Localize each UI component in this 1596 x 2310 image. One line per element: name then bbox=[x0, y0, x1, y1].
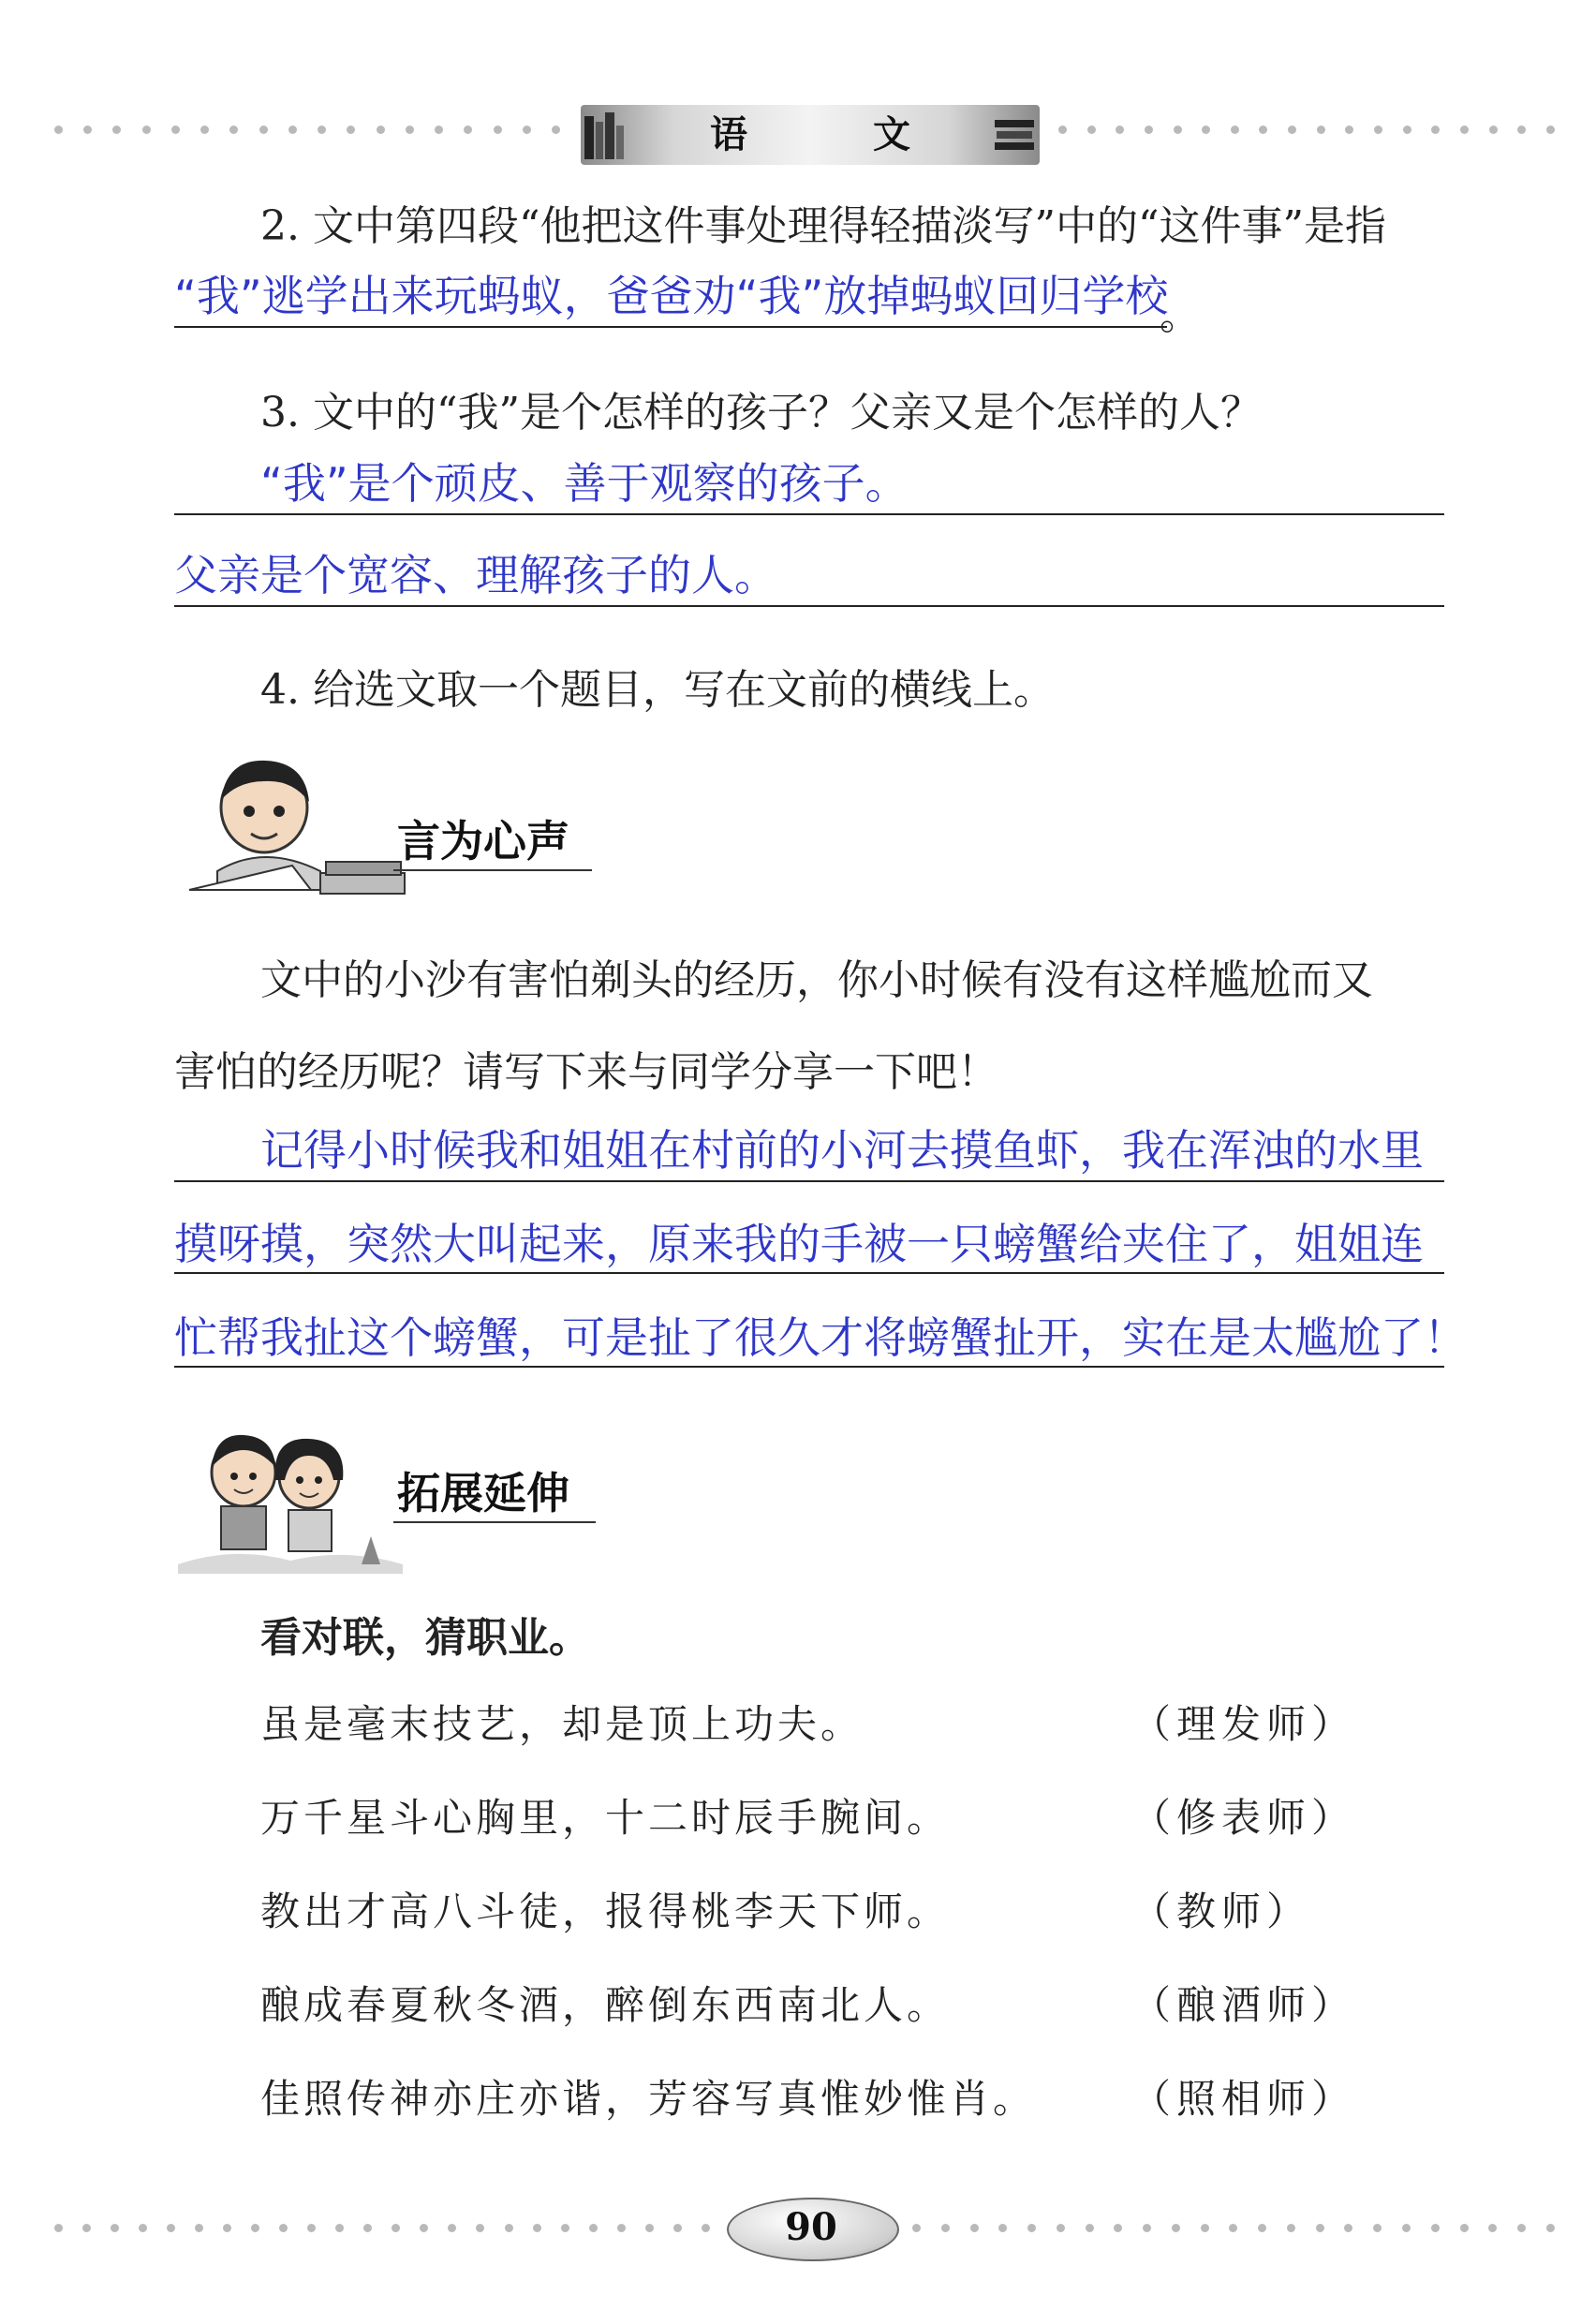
riddle-3-answer: （教师） bbox=[1131, 1888, 1312, 1934]
voice-rule-2 bbox=[174, 1272, 1444, 1274]
header-dots-right bbox=[1058, 126, 1555, 134]
question-3-rule-1 bbox=[174, 513, 1444, 515]
riddle-2-answer: （修表师） bbox=[1131, 1795, 1357, 1841]
footer-dots-left bbox=[54, 2224, 710, 2232]
riddle-2-text: 万千星斗心胸里，十二时辰手腕间。 bbox=[260, 1795, 951, 1841]
section-extend-title: 拓展延伸 bbox=[397, 1468, 569, 1518]
header-subject: 语 文 bbox=[710, 113, 967, 156]
header-dots-left bbox=[54, 126, 560, 134]
riddle-4-answer: （酿酒师） bbox=[1131, 1982, 1357, 2028]
riddle-4-text: 酿成春夏秋冬酒，醉倒东西南北人。 bbox=[260, 1982, 951, 2028]
section-extend-title-rule bbox=[393, 1521, 596, 1523]
riddle-3-text: 教出才高八斗徒，报得桃李天下师。 bbox=[260, 1888, 951, 1934]
question-2-answer: “我”逃学出来玩蚂蚁，爸爸劝“我”放掉蚂蚁回归学校 bbox=[174, 271, 1169, 321]
riddle-1-answer: （理发师） bbox=[1131, 1701, 1357, 1747]
question-4-prompt: 4. 给选文取一个题目，写在文前的横线上。 bbox=[260, 666, 1055, 714]
question-3-answer-line1: “我”是个顽皮、善于观察的孩子。 bbox=[260, 458, 909, 509]
voice-answer-line1: 记得小时候我和姐姐在村前的小河去摸鱼虾，我在浑浊的水里 bbox=[260, 1125, 1424, 1176]
question-3-answer-line2: 父亲是个宽容、理解孩子的人。 bbox=[174, 550, 777, 600]
voice-prompt-line2: 害怕的经历呢？请写下来与同学分享一下吧！ bbox=[174, 1048, 998, 1096]
extend-instruction: 看对联，猜职业。 bbox=[260, 1614, 590, 1662]
riddle-5-answer: （照相师） bbox=[1131, 2076, 1357, 2122]
section-voice-title-rule bbox=[393, 869, 592, 871]
voice-rule-3 bbox=[174, 1366, 1444, 1368]
question-2-answer-line bbox=[174, 326, 1167, 328]
voice-prompt-line1: 文中的小沙有害怕剃头的经历，你小时候有没有这样尴尬而又 bbox=[260, 956, 1373, 1004]
boy-reading-icon bbox=[180, 749, 414, 899]
footer-dots-right bbox=[912, 2224, 1555, 2232]
question-2-prompt: 2. 文中第四段“他把这件事处理得轻描淡写”中的“这件事”是指 bbox=[260, 202, 1386, 250]
question-2-period: 。 bbox=[1160, 291, 1201, 339]
two-children-icon bbox=[178, 1424, 403, 1574]
riddle-5-text: 佳照传神亦庄亦谐，芳容写真惟妙惟肖。 bbox=[260, 2076, 1037, 2122]
section-voice-title: 言为心声 bbox=[397, 816, 569, 866]
question-3-rule-2 bbox=[174, 605, 1444, 607]
page-number: 90 bbox=[785, 2205, 837, 2249]
riddle-1-text: 虽是毫末技艺，却是顶上功夫。 bbox=[260, 1701, 864, 1747]
voice-answer-line3: 忙帮我扯这个螃蟹，可是扯了很久才将螃蟹扯开，实在是太尴尬了！ bbox=[174, 1312, 1467, 1363]
voice-answer-line2: 摸呀摸，突然大叫起来，原来我的手被一只螃蟹给夹住了，姐姐连 bbox=[174, 1219, 1424, 1269]
question-3-prompt: 3. 文中的“我”是个怎样的孩子？父亲又是个怎样的人？ bbox=[260, 389, 1262, 437]
voice-rule-1 bbox=[174, 1180, 1444, 1182]
